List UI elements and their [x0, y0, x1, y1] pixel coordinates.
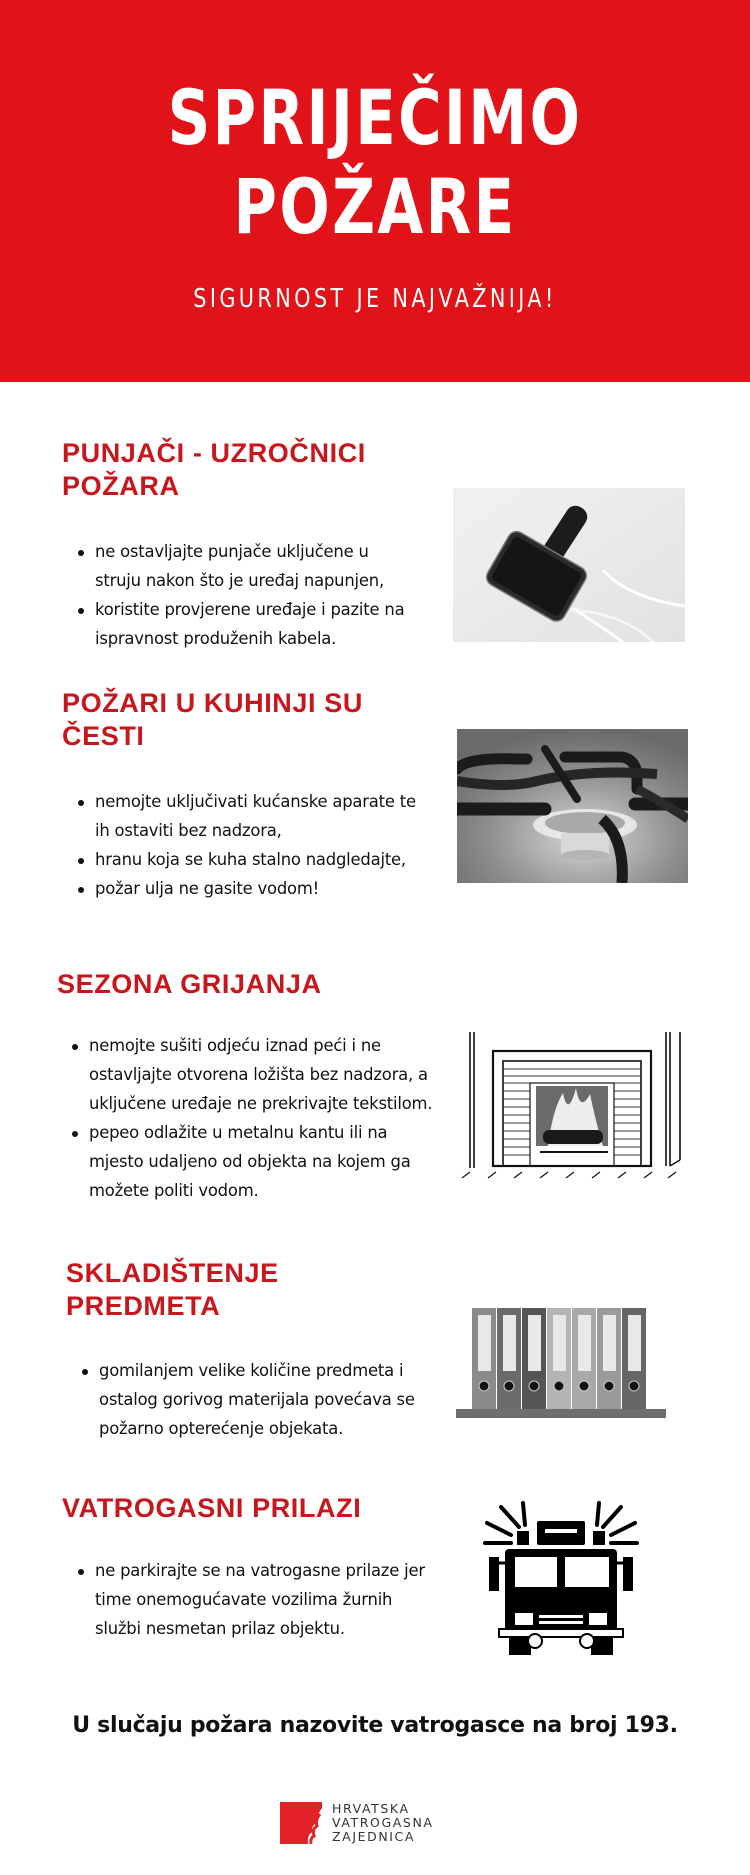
section-heading-kitchen: [62, 687, 363, 753]
heading-line: VATROGASNI PRILAZI: [62, 1493, 362, 1523]
bullet-list-heating: [72, 1031, 452, 1205]
hvz-logo-text: [332, 1802, 434, 1844]
list-item: pepeo odlažite u metalnu kantu ili na mjesto udaljeno od objekta na kojem ga možete politi vodom.: [72, 1118, 452, 1205]
heading-line: POŽARI U KUHINJI SU: [62, 688, 363, 718]
fire-truck-icon: [481, 1501, 641, 1657]
subtitle: SIGURNOST JE NAJVAŽNIJA!: [193, 284, 557, 314]
heading-line: SKLADIŠTENJE: [66, 1258, 279, 1288]
heading-line: SEZONA GRIJANJA: [57, 969, 322, 999]
heading-line: PUNJAČI - UZROČNICI: [62, 438, 366, 468]
bullet-list-kitchen: [78, 787, 438, 903]
heading-line: PREDMETA: [66, 1291, 221, 1321]
emergency-call-text: U slučaju požara nazovite vatrogasce na broj 193.: [72, 1713, 678, 1738]
section-heading-storage: [66, 1257, 279, 1323]
gas-stove-photo: [457, 729, 688, 883]
list-item: nemojte uključivati kućanske aparate te ih ostaviti bez nadzora,: [78, 787, 438, 845]
bullet-list-access: [78, 1556, 448, 1643]
list-item: nemojte sušiti odjeću iznad peći i ne ostavljajte otvorena ložišta bez nadzora, a uključene uređaje ne prekrivajte tekstilom.: [72, 1031, 452, 1118]
list-item: hranu koja se kuha stalno nadgledajte,: [78, 845, 438, 874]
hvz-logo-icon: [280, 1802, 322, 1848]
title-line-2: POŽARE: [233, 162, 517, 251]
list-item: koristite provjerene uređaje i pazite na ispravnost produženih kabela.: [78, 595, 438, 653]
heading-line: ČESTI: [62, 721, 145, 751]
logo-line: ZAJEDNICA: [332, 1829, 416, 1844]
logo-line: VATROGASNA: [332, 1815, 434, 1830]
list-item: ne ostavljajte punjače uključene u struju nakon što je uređaj napunjen,: [78, 537, 438, 595]
logo-line: HRVATSKA: [332, 1801, 410, 1816]
title-line-1: SPRIJEČIMO: [167, 73, 583, 162]
bullet-list-storage: [82, 1356, 442, 1443]
header-banner: [0, 0, 750, 382]
section-heading-access: [62, 1492, 361, 1525]
list-item: požar ulja ne gasite vodom!: [78, 874, 438, 903]
binders-on-shelf: [456, 1305, 666, 1420]
fireplace-illustration: [458, 1028, 682, 1183]
list-item: gomilanjem velike količine predmeta i ostalog gorivog materijala povećava se požarno opterećenje objekata.: [82, 1356, 442, 1443]
bullet-list-chargers: [78, 537, 438, 653]
section-heading-heating: [57, 968, 322, 1001]
heading-line: POŽARA: [62, 471, 180, 501]
phone-charger-photo: [453, 488, 685, 642]
section-heading-chargers: [62, 437, 366, 503]
list-item: ne parkirajte se na vatrogasne prilaze jer time onemogućavate vozilima žurnih službi nesmetan prilaz objektu.: [78, 1556, 448, 1643]
